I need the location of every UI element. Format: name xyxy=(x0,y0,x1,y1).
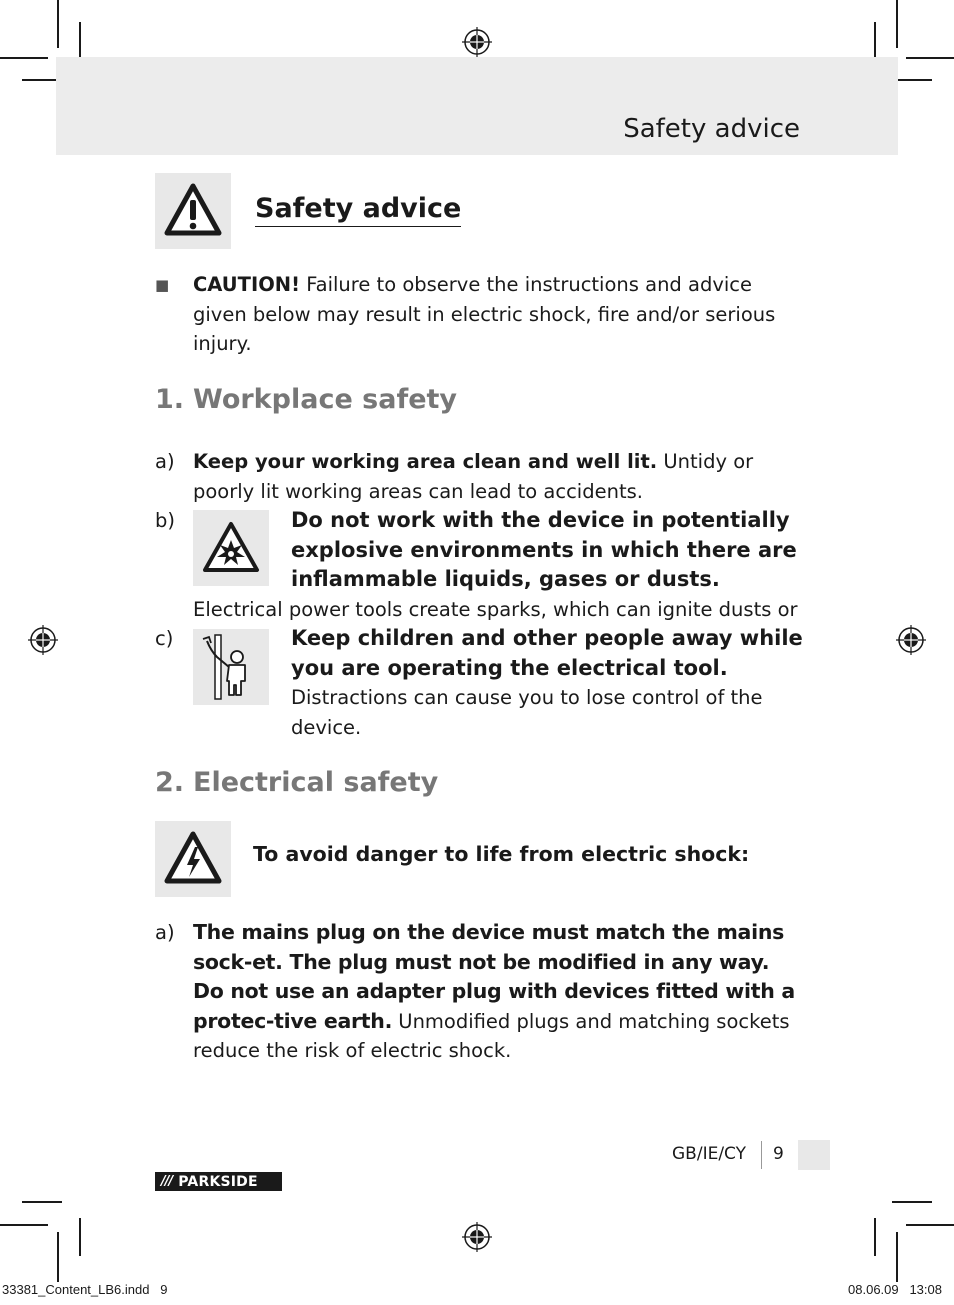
crop-mark xyxy=(896,0,898,48)
crop-mark xyxy=(0,57,48,59)
electric-icon-box xyxy=(155,821,231,897)
list-item xyxy=(291,624,806,742)
crop-mark xyxy=(874,1218,876,1256)
explosion-icon-box xyxy=(193,510,269,586)
crop-mark xyxy=(0,1224,48,1226)
item-label: a) xyxy=(155,921,175,944)
crop-mark xyxy=(906,57,954,59)
item-label: b) xyxy=(155,509,175,532)
item-label: c) xyxy=(155,627,174,650)
item-label: a) xyxy=(155,450,175,473)
item-bold: Keep your working area clean and well lit. xyxy=(193,450,658,473)
section-heading: Safety advice xyxy=(255,193,461,227)
child-safety-icon-box xyxy=(193,629,269,705)
caution-text: Failure to observe the instructions and advice given below may result in electric shock, fire and/or serious injury. xyxy=(193,273,776,355)
section-number: 1. xyxy=(155,384,185,415)
crop-mark xyxy=(57,0,59,48)
item-text: Unmodified plugs and matching sockets reduce the risk of electric shock. xyxy=(193,1009,790,1062)
item-bold: The mains plug on the device must match the mains sock-et. The plug must not be modified in any way. Do not use an adapter plug with devices fitted with a protec-tive earth. xyxy=(193,920,795,1033)
list-item xyxy=(193,447,803,506)
item-bold: Keep children and other people away while you are operating the electrical tool. xyxy=(291,626,803,680)
list-item xyxy=(193,918,803,1066)
slug-datetime: 08.06.09 13:08 xyxy=(848,1282,942,1297)
registration-mark-icon xyxy=(896,625,926,655)
item-text: Untidy or poorly lit working areas can lead to accidents. xyxy=(193,450,754,503)
registration-mark-icon xyxy=(462,27,492,57)
country-codes: GB/IE/CY xyxy=(672,1144,747,1164)
registration-mark-icon xyxy=(462,1222,492,1252)
section-heading: Workplace safety xyxy=(193,384,458,415)
caution-label: CAUTION! xyxy=(193,273,300,296)
brand-slashes: /// xyxy=(161,1174,173,1189)
item-text: Electrical power tools create sparks, which can ignite dusts or xyxy=(193,597,798,621)
electric-shock-icon xyxy=(155,821,231,897)
item-text: Distractions can cause you to lose control of the device. xyxy=(291,686,763,739)
warning-icon-box xyxy=(155,173,231,249)
slug-file: 33381_Content_LB6.indd 9 xyxy=(2,1282,168,1297)
electric-warning: To avoid danger to life from electric shock: xyxy=(253,842,750,866)
crop-mark xyxy=(892,1201,932,1203)
bullet: ■ xyxy=(155,276,170,294)
section-number: 2. xyxy=(155,767,185,798)
crop-mark xyxy=(892,79,932,81)
warning-triangle-icon xyxy=(155,173,231,249)
child-safety-icon xyxy=(193,629,269,705)
page-tab xyxy=(798,1140,830,1170)
crop-mark xyxy=(896,1232,898,1282)
crop-mark xyxy=(57,1232,59,1282)
crop-mark xyxy=(874,22,876,62)
header-title: Safety advice xyxy=(623,114,800,144)
crop-mark xyxy=(22,1201,62,1203)
registration-mark-icon xyxy=(28,625,58,655)
crop-mark xyxy=(79,22,81,62)
brand-name: PARKSIDE xyxy=(178,1173,258,1190)
explosion-icon xyxy=(193,510,269,586)
crop-mark xyxy=(906,1224,954,1226)
page-number: 9 xyxy=(773,1144,784,1164)
caution-paragraph xyxy=(193,270,803,359)
item-bold: Do not work with the device in potentially explosive environments in which there are inflammable liquids, gases or dusts. xyxy=(291,508,797,591)
brand-logo xyxy=(155,1172,282,1191)
crop-mark xyxy=(79,1218,81,1256)
footer-divider xyxy=(761,1141,762,1169)
section-heading: Electrical safety xyxy=(193,767,439,798)
